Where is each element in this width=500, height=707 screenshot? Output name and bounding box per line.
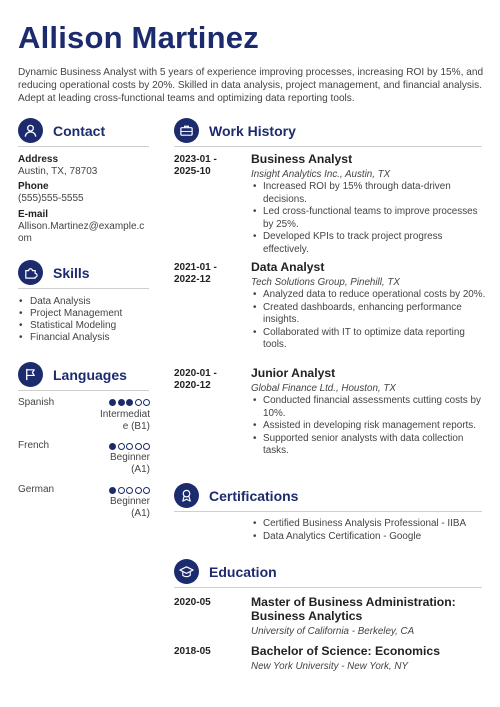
job-company: Global Finance Ltd., Houston, TX — [251, 383, 396, 394]
language-level-line1: Intermediat — [99, 409, 150, 420]
briefcase-icon — [174, 118, 199, 143]
language-level-line1: Beginner — [109, 452, 150, 463]
education-section-heading — [174, 559, 277, 584]
job-bullet: • Conducted financial assessments cutting costs by 10%. — [251, 395, 487, 420]
language-name: French — [18, 440, 50, 451]
candidate-name: Allison Martinez — [18, 20, 259, 55]
certifications-title: Certifications — [209, 487, 299, 504]
email-label: E-mail — [18, 209, 49, 220]
level-dot-filled — [109, 399, 116, 406]
skill-item: • Statistical Modeling — [18, 320, 122, 332]
job-date-end: 2022-12 — [174, 274, 211, 285]
address-label: Address — [18, 154, 59, 165]
phone-label: Phone — [18, 181, 49, 192]
job-title: Data Analyst — [251, 260, 325, 274]
work-history-section-heading — [174, 118, 296, 143]
email-value-line2[interactable]: om — [18, 233, 32, 244]
education-school: New York University - New York, NY — [251, 661, 408, 672]
job-bullet: • Analyzed data to reduce operational costs by 20%. — [251, 289, 487, 302]
job-bullet: • Assisted in developing risk management reports. — [251, 420, 487, 433]
languages-section-heading — [18, 362, 127, 387]
skills-divider — [18, 288, 149, 289]
level-dot-filled — [118, 399, 125, 406]
level-dot-filled — [109, 487, 116, 494]
level-dot-empty — [143, 443, 150, 450]
level-dot-empty — [118, 487, 125, 494]
language-level-line2: (A1) — [131, 508, 150, 519]
phone-value: (555)555-5555 — [18, 193, 84, 204]
skills-section-heading — [18, 260, 90, 285]
job-bullet: • Supported senior analysts with data collection tasks. — [251, 433, 487, 458]
job-title: Junior Analyst — [251, 366, 336, 380]
level-dot-empty — [143, 399, 150, 406]
certifications-section-heading — [174, 483, 298, 508]
job-company: Tech Solutions Group, Pinehill, TX — [251, 277, 400, 288]
job-bullet: • Developed KPIs to track project progress effectively. — [251, 231, 487, 256]
job-bullet: • Increased ROI by 15% through data-driven decisions. — [251, 181, 487, 206]
languages-divider — [18, 390, 149, 391]
language-level-line2: (A1) — [131, 464, 150, 475]
level-dot-filled — [109, 443, 116, 450]
language-level-dots — [109, 487, 150, 494]
level-dot-filled — [126, 399, 133, 406]
education-date: 2020-05 — [174, 597, 211, 608]
skill-item: • Financial Analysis — [18, 332, 122, 344]
contact-title: Contact — [53, 122, 106, 139]
job-bullet: • Created dashboards, enhancing performance insights. — [251, 302, 487, 327]
graduation-cap-icon — [174, 559, 199, 584]
education-degree-line1: Bachelor of Science: Economics — [251, 644, 440, 658]
email-value-line1[interactable]: Allison.Martinez@example.c — [18, 221, 145, 232]
level-dot-empty — [143, 487, 150, 494]
user-icon — [18, 118, 43, 143]
job-company: Insight Analytics Inc., Austin, TX — [251, 169, 391, 180]
job-bullets — [251, 181, 487, 256]
work-history-title: Work History — [209, 122, 296, 139]
job-bullets — [251, 395, 487, 458]
level-dot-empty — [135, 443, 142, 450]
job-bullet: • Led cross-functional teams to improve processes by 25%. — [251, 206, 487, 231]
language-level-line2: e (B1) — [122, 421, 150, 432]
job-date-end: 2025-10 — [174, 166, 211, 177]
skill-item: • Data Analysis — [18, 296, 122, 308]
job-title: Business Analyst — [251, 152, 353, 166]
language-name: Spanish — [18, 397, 55, 408]
language-level-line1: Beginner — [109, 496, 150, 507]
certification-item: • Certified Business Analysis Professional - IIBA — [251, 518, 491, 531]
job-date-end: 2020-12 — [174, 380, 211, 391]
address-value: Austin, TX, 78703 — [18, 166, 98, 177]
job-date-start: 2020-01 - — [174, 368, 217, 379]
skills-list — [18, 296, 122, 344]
professional-summary: Dynamic Business Analyst with 5 years of experience improving processes, increasing ROI by 15%, and reducing operational costs by 20%. Skilled in data analysis, project management, and financial analysis. Adept at leading cross-functional teams and optimizing data reporting tools. — [18, 67, 484, 104]
language-level-dots — [109, 399, 150, 406]
certification-item: • Data Analytics Certification - Google — [251, 531, 491, 544]
skill-item: • Project Management — [18, 308, 122, 320]
job-date-start: 2023-01 - — [174, 154, 217, 165]
education-title: Education — [209, 563, 277, 580]
certifications-list — [251, 518, 491, 543]
education-degree-line2: Business Analytics — [251, 609, 363, 623]
ribbon-icon — [174, 483, 199, 508]
certifications-divider — [174, 511, 482, 512]
job-bullets — [251, 289, 487, 352]
work-history-divider — [174, 146, 482, 147]
level-dot-empty — [126, 487, 133, 494]
education-date: 2018-05 — [174, 646, 211, 657]
contact-section-heading — [18, 118, 105, 143]
skills-title: Skills — [53, 264, 90, 281]
language-level-dots — [109, 443, 150, 450]
education-divider — [174, 587, 482, 588]
level-dot-empty — [118, 443, 125, 450]
flag-icon — [18, 362, 43, 387]
level-dot-empty — [126, 443, 133, 450]
language-name: German — [18, 484, 55, 495]
languages-title: Languages — [53, 366, 127, 383]
job-date-start: 2021-01 - — [174, 262, 217, 273]
contact-divider — [18, 146, 149, 147]
puzzle-icon — [18, 260, 43, 285]
education-school: University of California - Berkeley, CA — [251, 626, 415, 637]
level-dot-empty — [135, 487, 142, 494]
level-dot-empty — [135, 399, 142, 406]
job-bullet: • Collaborated with IT to optimize data reporting tools. — [251, 327, 487, 352]
education-degree-line1: Master of Business Administration: — [251, 595, 456, 609]
